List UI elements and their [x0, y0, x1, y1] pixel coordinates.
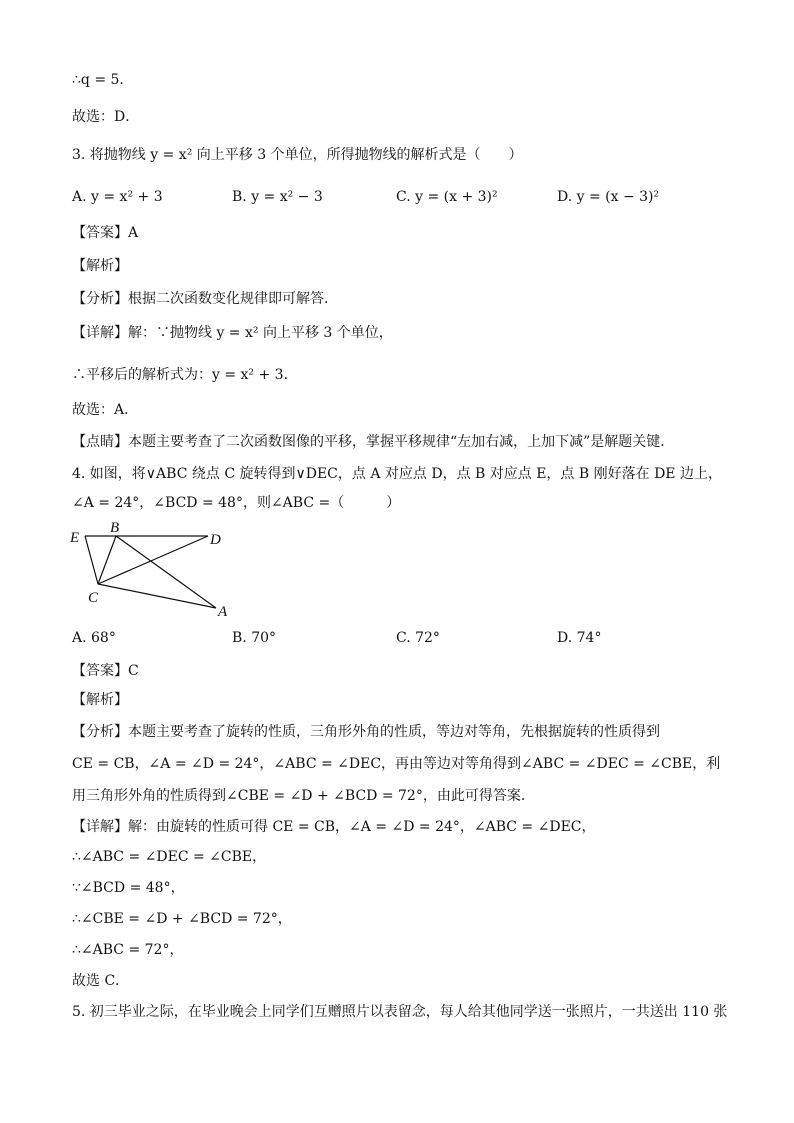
q3-option-d: D. y = (x − 3)²: [557, 189, 660, 205]
q3-analysis: 【分析】根据二次函数变化规律即可解答．: [72, 291, 338, 307]
question-3-text: 3. 将抛物线 y = x² 向上平移 3 个单位，所得抛物线的解析式是（ ）: [72, 147, 523, 163]
conclusion-q-equals-5: ∴q = 5.: [72, 72, 124, 88]
question-4-given: ∠A = 24°，∠BCD = 48°，则∠ABC =（ ）: [72, 495, 401, 511]
q4-analysis-heading: 【解析】: [72, 692, 128, 708]
q3-comment: 【点睛】本题主要考查了二次函数图像的平移，掌握平移规律“左加右减，上加下减”是解题关键．: [72, 434, 675, 450]
q3-answer: 【答案】A: [72, 225, 139, 241]
label-e: E: [70, 530, 80, 546]
q4-detail-line-1: 【详解】解：由旋转的性质可得 CE = CB，∠A = ∠D = 24°，∠ABC = ∠DEC，: [72, 819, 596, 835]
q4-detail-line-5: ∴∠ABC = 72°，: [72, 942, 184, 958]
q3-detail: 【详解】解：∵抛物线 y = x² 向上平移 3 个单位，: [72, 325, 393, 341]
q3-option-a: A. y = x² + 3: [72, 189, 163, 205]
q4-analysis-line-3: 用三角形外角的性质得到∠CBE = ∠D + ∠BCD = 72°，由此可得答案．: [72, 788, 535, 804]
q3-option-c: C. y = (x + 3)²: [396, 189, 498, 205]
q4-option-a: A. 68°: [72, 630, 116, 646]
q4-option-d: D. 74°: [557, 630, 602, 646]
q4-analysis-line-2: CE = CB，∠A = ∠D = 24°，∠ABC = ∠DEC，再由等边对等角得到∠ABC = ∠DEC = ∠CBE，利: [72, 756, 721, 772]
label-d: D: [210, 532, 221, 548]
q3-analysis-heading: 【解析】: [72, 258, 128, 274]
q4-choice: 故选 C．: [72, 973, 130, 989]
q4-option-b: B. 70°: [232, 630, 277, 646]
q3-choice: 故选：A．: [72, 402, 139, 418]
label-b: B: [110, 520, 120, 536]
q3-detail-result: ∴平移后的解析式为：y = x² + 3．: [72, 367, 298, 383]
rotation-figure: [68, 518, 238, 618]
q4-answer: 【答案】C: [72, 663, 139, 679]
q3-option-b: B. y = x² − 3: [232, 189, 323, 205]
choice-d-line: 故选：D．: [72, 109, 140, 125]
q4-detail-line-3: ∵∠BCD = 48°，: [72, 880, 185, 896]
q4-option-c: C. 72°: [396, 630, 440, 646]
q4-analysis-line-1: 【分析】本题主要考查了旋转的性质，三角形外角的性质，等边对等角，先根据旋转的性质得到: [72, 724, 660, 740]
question-5-text: 5. 初三毕业之际，在毕业晚会上同学们互赠照片以表留念，每人给其他同学送一张照片，一共送出 110 张: [72, 1004, 728, 1020]
label-c: C: [88, 590, 99, 606]
question-4-text: 4. 如图，将∨ABC 绕点 C 旋转得到∨DEC，点 A 对应点 D，点 B 对应点 E，点 B 刚好落在 DE 边上，: [72, 466, 722, 482]
q4-detail-line-4: ∴∠CBE = ∠D + ∠BCD = 72°，: [72, 911, 292, 927]
q4-detail-line-2: ∴∠ABC = ∠DEC = ∠CBE，: [72, 849, 267, 865]
label-a: A: [218, 604, 228, 618]
